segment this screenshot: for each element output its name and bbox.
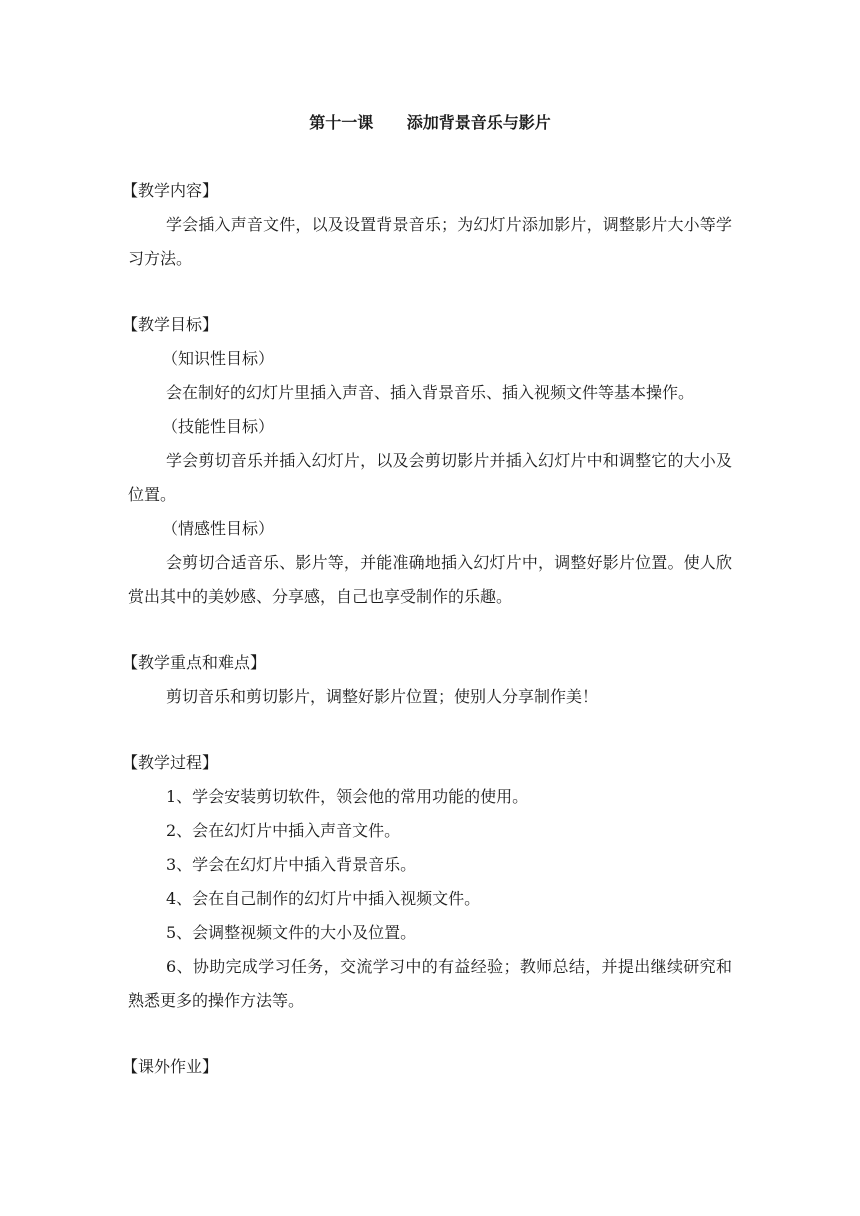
section-heading-goals: 【教学目标】 [122,315,219,334]
process-item: 4、会在自己制作的幻灯片中插入视频文件。 [166,889,481,908]
skill-goal-text: 学会剪切音乐并插入幻灯片，以及会剪切影片并插入幻灯片中和调整它的大小及位置。 [128,451,732,504]
process-item: 2、会在幻灯片中插入声音文件。 [166,821,401,840]
process-item: 5、会调整视频文件的大小及位置。 [166,923,417,942]
section-heading-key-points: 【教学重点和难点】 [122,653,267,672]
section-heading-process: 【教学过程】 [122,753,219,772]
section-gap [128,276,732,308]
knowledge-goal-text: 会在制好的幻灯片里插入声音、插入背景音乐、插入视频文件等基本操作。 [166,383,695,402]
process-item: 6、协助完成学习任务，交流学习中的有益经验；教师总结，并提出继续研究和熟悉更多的操作方法等。 [128,957,732,1010]
section-heading-homework: 【课外作业】 [122,1057,219,1076]
section-gap [128,1018,732,1050]
process-item: 1、学会安装剪切软件，领会他的常用功能的使用。 [166,787,529,806]
section-gap [128,614,732,646]
emotion-goal-text: 会剪切合适音乐、影片等，并能准确地插入幻灯片中，调整好影片位置。使人欣赏出其中的美妙感、分享感，自己也享受制作的乐趣。 [128,553,732,606]
process-item: 3、学会在幻灯片中插入背景音乐。 [166,855,417,874]
section-heading-content: 【教学内容】 [122,181,219,200]
skill-goal-label: （技能性目标） [162,417,275,436]
section-gap [128,714,732,746]
emotion-goal-label: （情感性目标） [162,519,275,538]
document-body [122,174,732,1084]
key-points-text: 剪切音乐和剪切影片，调整好影片位置；使别人分享制作美！ [166,687,599,706]
lesson-title: 第十一课 添加背景音乐与影片 [309,113,551,132]
content-paragraph: 学会插入声音文件，以及设置背景音乐；为幻灯片添加影片，调整影片大小等学习方法。 [128,215,732,268]
knowledge-goal-label: （知识性目标） [162,349,275,368]
